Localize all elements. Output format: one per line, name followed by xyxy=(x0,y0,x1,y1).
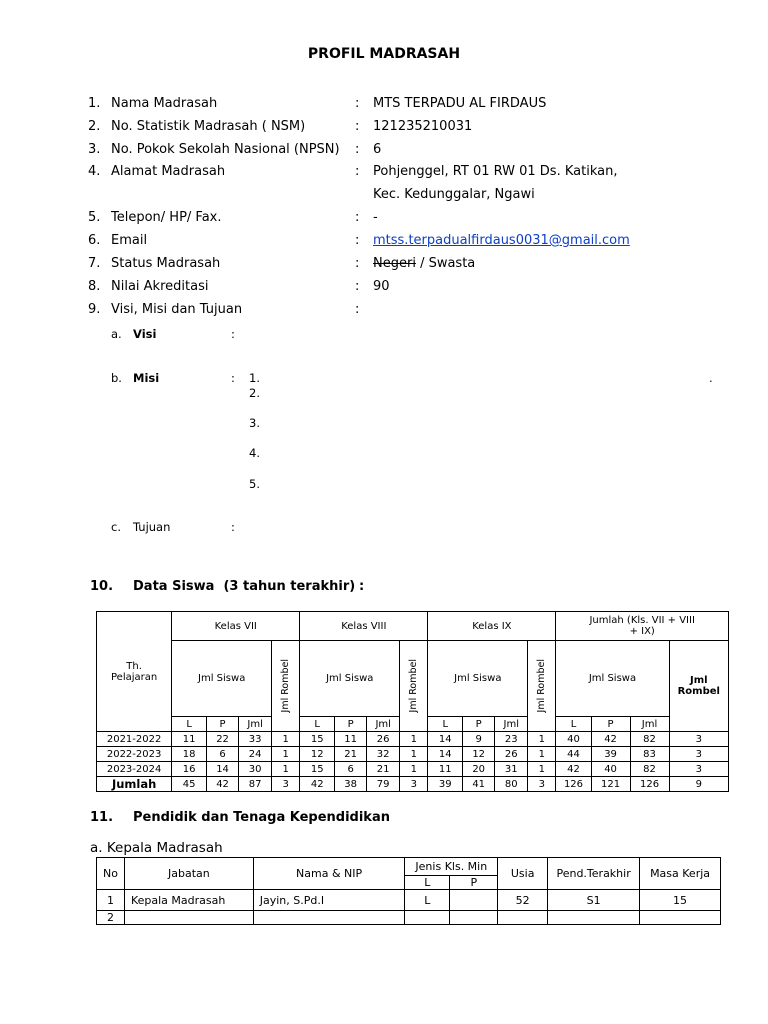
siswa-cell: 31 xyxy=(495,762,528,777)
kelas-header: Kelas VII xyxy=(172,612,300,641)
kepala-masa-cell: 15 xyxy=(640,890,721,911)
profile-label: Alamat Madrasah xyxy=(111,164,226,179)
sub-l: L xyxy=(428,717,463,732)
profile-num: 1. xyxy=(88,96,101,111)
visi-colon: : xyxy=(231,327,235,341)
sub-l: L xyxy=(172,717,207,732)
kepala-pend-cell xyxy=(548,911,640,925)
profile-label: No. Statistik Madrasah ( NSM) xyxy=(111,119,306,134)
col-nama: Nama & NIP xyxy=(253,858,405,890)
profile-value xyxy=(373,254,475,274)
profile-value: 6 xyxy=(373,142,382,157)
siswa-cell: 1 xyxy=(400,732,428,747)
profile-value-line2: Kec. Kedunggalar, Ngawi xyxy=(373,187,535,202)
siswa-year: Jumlah xyxy=(97,777,172,792)
profile-colon: : xyxy=(355,164,360,179)
siswa-cell: 44 xyxy=(556,747,591,762)
siswa-row xyxy=(97,762,729,777)
siswa-cell: 32 xyxy=(367,747,400,762)
th-pelajaran-header: Th. Pelajaran xyxy=(97,612,172,732)
siswa-cell: 82 xyxy=(630,732,669,747)
kepala-row xyxy=(97,890,721,911)
profile-num: 5. xyxy=(88,210,101,225)
siswa-cell: 121 xyxy=(591,777,630,792)
profile-num: 4. xyxy=(88,164,101,179)
siswa-cell: 18 xyxy=(172,747,207,762)
siswa-cell: 14 xyxy=(428,732,463,747)
siswa-cell: 79 xyxy=(367,777,400,792)
kepala-pend-cell: S1 xyxy=(548,890,640,911)
siswa-cell: 1 xyxy=(528,747,556,762)
jml-rombel-header: Jml Rombel xyxy=(400,641,428,732)
siswa-cell: 15 xyxy=(300,762,335,777)
misi-label: Misi xyxy=(133,371,160,385)
siswa-cell: 33 xyxy=(239,732,272,747)
kepala-heading: a. Kepala Madrasah xyxy=(90,840,223,856)
siswa-row xyxy=(97,777,729,792)
misi-colon: : xyxy=(231,371,235,385)
profile-num: 2. xyxy=(88,119,101,134)
profile-colon: : xyxy=(355,256,360,271)
col-l: L xyxy=(405,876,450,890)
col-masa: Masa Kerja xyxy=(640,858,721,890)
kepala-nama-cell: Jayin, S.Pd.I xyxy=(253,890,405,911)
profile-label: No. Pokok Sekolah Nasional (NPSN) xyxy=(111,142,340,157)
profile-num: 3. xyxy=(88,142,101,157)
siswa-cell: 42 xyxy=(300,777,335,792)
sub-p: P xyxy=(591,717,630,732)
siswa-cell: 12 xyxy=(463,747,495,762)
col-p: P xyxy=(450,876,498,890)
profile-value: 121235210031 xyxy=(373,119,473,134)
jml-siswa-header: Jml Siswa xyxy=(300,641,400,717)
siswa-cell: 30 xyxy=(239,762,272,777)
siswa-cell: 3 xyxy=(669,732,728,747)
col-usia: Usia xyxy=(498,858,548,890)
col-pend: Pend.Terakhir xyxy=(548,858,640,890)
siswa-cell: 1 xyxy=(272,747,300,762)
profile-num: 8. xyxy=(88,279,101,294)
sub-jml: Jml xyxy=(495,717,528,732)
siswa-cell: 1 xyxy=(272,732,300,747)
siswa-cell: 3 xyxy=(669,762,728,777)
kepala-jabatan-cell: Kepala Madrasah xyxy=(124,890,253,911)
profile-label: Telepon/ HP/ Fax. xyxy=(111,210,222,225)
misi-item: 2. xyxy=(249,386,260,400)
siswa-cell: 3 xyxy=(272,777,300,792)
jml-rombel-header: Jml Rombel xyxy=(528,641,556,732)
tujuan-colon: : xyxy=(231,520,235,534)
section-10-colon: : xyxy=(359,579,365,594)
siswa-cell: 1 xyxy=(400,747,428,762)
profile-num: 7. xyxy=(88,256,101,271)
misi-item: 5. xyxy=(249,477,260,491)
sub-l: L xyxy=(300,717,335,732)
siswa-cell: 1 xyxy=(528,762,556,777)
profile-num: 6. xyxy=(88,233,101,248)
jml-rombel-header: Jml Rombel xyxy=(272,641,300,732)
siswa-cell: 14 xyxy=(428,747,463,762)
kepala-p-cell xyxy=(450,890,498,911)
col-jenis: Jenis Kls. Min xyxy=(405,858,498,876)
jml-siswa-header: Jml Siswa xyxy=(428,641,528,717)
siswa-cell: 23 xyxy=(495,732,528,747)
sub-p: P xyxy=(335,717,367,732)
siswa-cell: 1 xyxy=(400,762,428,777)
profile-value: 90 xyxy=(373,279,390,294)
kepala-jabatan-cell xyxy=(124,911,253,925)
siswa-cell: 16 xyxy=(172,762,207,777)
sub-l: L xyxy=(556,717,591,732)
siswa-cell: 45 xyxy=(172,777,207,792)
kepala-no-cell: 2 xyxy=(97,911,125,925)
col-jabatan: Jabatan xyxy=(124,858,253,890)
siswa-cell: 126 xyxy=(630,777,669,792)
siswa-cell: 82 xyxy=(630,762,669,777)
profile-colon: : xyxy=(355,119,360,134)
profile-num: 9. xyxy=(88,302,101,317)
jumlah-header: Jumlah (Kls. VII + VIII + IX) xyxy=(556,612,729,641)
siswa-cell: 26 xyxy=(367,732,400,747)
siswa-cell: 22 xyxy=(207,732,239,747)
section-10-num: 10. xyxy=(90,579,114,594)
siswa-cell: 26 xyxy=(495,747,528,762)
page-title: PROFIL MADRASAH xyxy=(307,46,461,62)
siswa-cell: 1 xyxy=(528,732,556,747)
profile-colon: : xyxy=(355,142,360,157)
siswa-cell: 3 xyxy=(400,777,428,792)
siswa-cell: 6 xyxy=(207,747,239,762)
siswa-cell: 42 xyxy=(556,762,591,777)
siswa-cell: 11 xyxy=(172,732,207,747)
jml-rombel-total-header: Jml Rombel xyxy=(669,641,728,732)
visi-label: Visi xyxy=(133,327,157,341)
kepala-p-cell xyxy=(450,911,498,925)
kepala-masa-cell xyxy=(640,911,721,925)
siswa-cell: 83 xyxy=(630,747,669,762)
siswa-cell: 11 xyxy=(335,732,367,747)
section-11-num: 11. xyxy=(90,810,114,825)
profile-value: Pohjenggel, RT 01 RW 01 Ds. Katikan, xyxy=(373,164,618,179)
sub-jml: Jml xyxy=(367,717,400,732)
siswa-cell: 41 xyxy=(463,777,495,792)
sub-p: P xyxy=(207,717,239,732)
sub-jml: Jml xyxy=(630,717,669,732)
siswa-cell: 9 xyxy=(463,732,495,747)
siswa-row xyxy=(97,732,729,747)
tujuan-label: Tujuan xyxy=(133,520,171,534)
siswa-cell: 6 xyxy=(335,762,367,777)
siswa-cell: 11 xyxy=(428,762,463,777)
siswa-cell: 42 xyxy=(207,777,239,792)
misi-item: 4. xyxy=(249,446,260,460)
email-link[interactable]: mtss.terpadualfirdaus0031@gmail.com xyxy=(373,233,630,248)
visi-letter: a. xyxy=(111,327,122,341)
kepala-usia-cell xyxy=(498,911,548,925)
misi-item: 3. xyxy=(249,416,260,430)
profile-colon: : xyxy=(355,96,360,111)
section-10-title: Data Siswa (3 tahun terakhir) xyxy=(133,579,356,594)
kepala-l-cell xyxy=(405,911,450,925)
siswa-cell: 40 xyxy=(591,762,630,777)
kepala-l-cell: L xyxy=(405,890,450,911)
siswa-cell: 21 xyxy=(367,762,400,777)
siswa-cell: 42 xyxy=(591,732,630,747)
siswa-cell: 3 xyxy=(528,777,556,792)
misi-item: 1. xyxy=(249,371,260,385)
siswa-year: 2021-2022 xyxy=(97,732,172,747)
kepala-row xyxy=(97,911,721,925)
profile-value: - xyxy=(373,210,378,225)
profile-label: Nilai Akreditasi xyxy=(111,279,209,294)
siswa-cell: 40 xyxy=(556,732,591,747)
kepala-nama-cell xyxy=(253,911,405,925)
kelas-header: Kelas IX xyxy=(428,612,556,641)
siswa-cell: 87 xyxy=(239,777,272,792)
profile-label: Email xyxy=(111,233,148,248)
kepala-no-cell: 1 xyxy=(97,890,125,911)
misi-letter: b. xyxy=(111,371,122,385)
siswa-cell: 3 xyxy=(669,747,728,762)
status-swasta: / Swasta xyxy=(415,256,476,271)
profile-colon: : xyxy=(355,302,360,317)
siswa-cell: 38 xyxy=(335,777,367,792)
siswa-year: 2022-2023 xyxy=(97,747,172,762)
profile-label: Visi, Misi dan Tujuan xyxy=(111,302,243,317)
profile-colon: : xyxy=(355,233,360,248)
section-11-title: Pendidik dan Tenaga Kependidikan xyxy=(133,810,390,825)
siswa-cell: 1 xyxy=(272,762,300,777)
kepala-table xyxy=(96,857,721,925)
status-negeri-struck: Negeri xyxy=(373,256,416,271)
siswa-cell: 39 xyxy=(428,777,463,792)
siswa-cell: 80 xyxy=(495,777,528,792)
profile-colon: : xyxy=(355,210,360,225)
profile-label: Nama Madrasah xyxy=(111,96,218,111)
siswa-cell: 14 xyxy=(207,762,239,777)
tujuan-letter: c. xyxy=(111,520,121,534)
kelas-header: Kelas VIII xyxy=(300,612,428,641)
siswa-cell: 12 xyxy=(300,747,335,762)
siswa-cell: 20 xyxy=(463,762,495,777)
kepala-usia-cell: 52 xyxy=(498,890,548,911)
profile-label: Status Madrasah xyxy=(111,256,221,271)
misi-dot: . xyxy=(709,371,713,385)
siswa-cell: 9 xyxy=(669,777,728,792)
siswa-year: 2023-2024 xyxy=(97,762,172,777)
siswa-cell: 15 xyxy=(300,732,335,747)
siswa-cell: 24 xyxy=(239,747,272,762)
siswa-row xyxy=(97,747,729,762)
sub-jml: Jml xyxy=(239,717,272,732)
jml-siswa-header: Jml Siswa xyxy=(172,641,272,717)
siswa-cell: 39 xyxy=(591,747,630,762)
siswa-cell: 21 xyxy=(335,747,367,762)
siswa-cell: 126 xyxy=(556,777,591,792)
jml-siswa-header: Jml Siswa xyxy=(556,641,669,717)
siswa-table xyxy=(96,611,729,792)
profile-value: MTS TERPADU AL FIRDAUS xyxy=(373,96,547,111)
profile-colon: : xyxy=(355,279,360,294)
sub-p: P xyxy=(463,717,495,732)
col-no: No xyxy=(97,858,125,890)
